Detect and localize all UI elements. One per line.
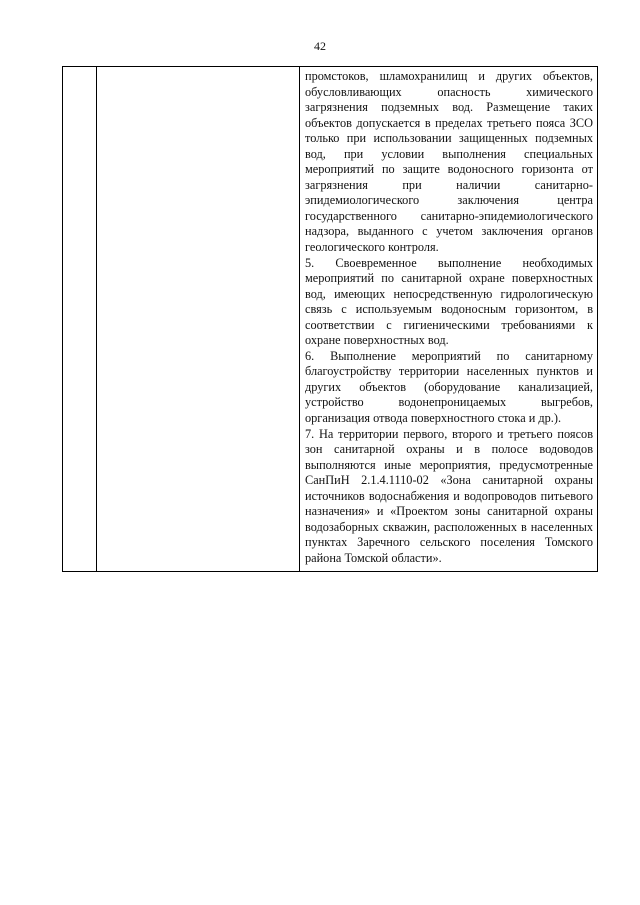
paragraph-continuation: промстоков, шламохранилищ и других объектов, обусловливающих опасность химического загрязнения подземных вод. Размещение таких объектов допускается в пределах третьего пояса ЗСО только при использовании защищенных подземных вод, при условии выполнения специальных мероприятий по защите водоносного горизонта от загрязнения при наличии санитарно-эпидемиологического заключения центра государственного санитарно-эпидемиологического надзора, выданного с учетом заключения органов геологического контроля. <box>305 69 593 255</box>
table-row <box>63 67 598 572</box>
table-cell-number <box>63 67 97 572</box>
paragraph-item-5: 5. Своевременное выполнение необходимых мероприятий по санитарной охране поверхностных вод, имеющих непосредственную гидрологическую связь с используемым водоносным горизонтом, в соответствии с гигиеническими требованиями к охране поверхностных вод. <box>305 255 593 348</box>
paragraph-item-6: 6. Выполнение мероприятий по санитарному благоустройству территории населенных пунктов и других объектов (оборудование канализацией, устройство водонепроницаемых выгребов, организация отвода поверхностного стока и др.). <box>305 348 593 426</box>
cell-text-block <box>300 67 597 571</box>
table-cell-content <box>300 67 598 572</box>
document-table <box>62 66 598 572</box>
table-cell-name <box>97 67 300 572</box>
page-number: 42 <box>314 39 326 53</box>
paragraph-item-7: 7. На территории первого, второго и третьего поясов зон санитарной охраны и в полосе водоводов выполняются иные мероприятия, предусмотренные СанПиН 2.1.4.1110-02 «Зона санитарной охраны источников водоснабжения и водопроводов питьевого назначения» и «Проектом зоны санитарной охраны водозаборных скважин, расположенных в населенных пунктах Заречного сельского поселения Томского района Томской области». <box>305 426 593 565</box>
